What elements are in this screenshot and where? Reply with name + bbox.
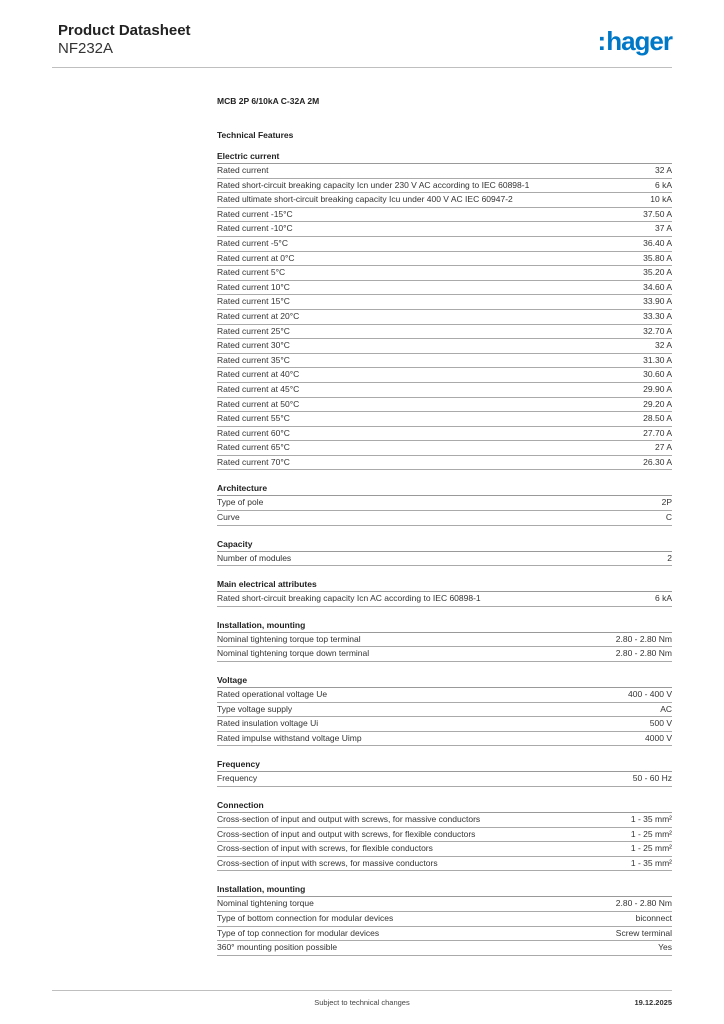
- feature-section: [217, 758, 672, 787]
- feature-label: Type of bottom connection for modular devices: [217, 912, 394, 923]
- feature-row: [217, 772, 672, 787]
- feature-section: [217, 799, 672, 871]
- feature-label: Cross-section of input and output with screws, for flexible conductors: [217, 828, 476, 839]
- footer-divider: [52, 990, 672, 991]
- footer-date: 19.12.2025: [634, 998, 672, 1007]
- feature-row: [217, 164, 672, 179]
- feature-row: [217, 398, 672, 413]
- header-divider: [52, 67, 672, 68]
- feature-row: [217, 813, 672, 828]
- feature-row: [217, 295, 672, 310]
- feature-value: 27 A: [654, 442, 672, 453]
- feature-label: Nominal tightening torque down terminal: [217, 648, 370, 659]
- hager-logo: [598, 26, 672, 56]
- feature-label: Rated current 25°C: [217, 325, 290, 336]
- feature-value: 2.80 - 2.80 Nm: [615, 633, 672, 644]
- feature-row: [217, 592, 672, 607]
- feature-value: 28.50 A: [643, 413, 672, 424]
- feature-label: Rated current 30°C: [217, 340, 290, 351]
- feature-label: Rated current 10°C: [217, 281, 290, 292]
- feature-label: Type of top connection for modular devices: [217, 927, 380, 938]
- feature-value: 2.80 - 2.80 Nm: [615, 648, 672, 659]
- feature-label: Rated short-circuit breaking capacity Icn AC according to IEC 60898-1: [217, 593, 481, 604]
- feature-section: [217, 538, 672, 567]
- feature-value: 4000 V: [645, 732, 672, 743]
- feature-row: [217, 897, 672, 912]
- feature-row: [217, 842, 672, 857]
- document-title: Product Datasheet: [58, 22, 191, 39]
- feature-value: 1 - 25 mm²: [630, 828, 672, 839]
- feature-label: Rated current at 45°C: [217, 383, 300, 394]
- feature-row: [217, 281, 672, 296]
- technical-features-title: Technical Features: [217, 130, 294, 140]
- feature-value: 37.50 A: [643, 208, 672, 219]
- feature-value: 10 kA: [650, 194, 672, 205]
- logo-mark-icon: :: [597, 26, 606, 56]
- footer-note: Subject to technical changes: [314, 998, 410, 1007]
- feature-value: biconnect: [635, 912, 672, 923]
- feature-row: [217, 193, 672, 208]
- feature-row: [217, 688, 672, 703]
- feature-row: [217, 647, 672, 662]
- feature-label: Rated ultimate short-circuit breaking capacity Icu under 400 V AC IEC 60947-2: [217, 194, 513, 205]
- feature-label: Rated short-circuit breaking capacity Icn under 230 V AC according to IEC 60898-1: [217, 179, 530, 190]
- feature-row: [217, 511, 672, 526]
- section-title: Installation, mounting: [217, 883, 672, 897]
- feature-row: [217, 266, 672, 281]
- feature-value: AC: [660, 703, 672, 714]
- feature-row: [217, 427, 672, 442]
- feature-value: 50 - 60 Hz: [632, 773, 672, 784]
- feature-row: [217, 912, 672, 927]
- feature-value: 1 - 35 mm²: [630, 857, 672, 868]
- feature-value: 33.30 A: [643, 310, 672, 321]
- section-title: Installation, mounting: [217, 619, 672, 633]
- feature-row: [217, 703, 672, 718]
- feature-value: 35.80 A: [643, 252, 672, 263]
- section-title: Main electrical attributes: [217, 578, 672, 592]
- feature-row: [217, 927, 672, 942]
- feature-label: Rated current 15°C: [217, 296, 290, 307]
- feature-sections: [217, 150, 672, 956]
- feature-label: 360° mounting position possible: [217, 942, 338, 953]
- feature-row: [217, 941, 672, 956]
- feature-row: [217, 222, 672, 237]
- feature-value: 29.90 A: [643, 383, 672, 394]
- document-header: [58, 22, 191, 58]
- feature-label: Rated current 70°C: [217, 456, 290, 467]
- feature-value: 29.20 A: [643, 398, 672, 409]
- feature-section: [217, 619, 672, 662]
- feature-value: 2: [667, 552, 672, 563]
- datasheet-content: [217, 95, 672, 968]
- feature-value: 30.60 A: [643, 369, 672, 380]
- feature-value: 2P: [661, 497, 672, 508]
- feature-row: [217, 354, 672, 369]
- feature-row: [217, 368, 672, 383]
- feature-row: [217, 456, 672, 471]
- feature-row: [217, 179, 672, 194]
- feature-label: Rated current at 50°C: [217, 398, 300, 409]
- feature-label: Frequency: [217, 773, 258, 784]
- feature-value: 1 - 35 mm²: [630, 814, 672, 824]
- feature-value: 32.70 A: [643, 325, 672, 336]
- section-title: Connection: [217, 799, 672, 813]
- feature-row: [217, 208, 672, 223]
- feature-row: [217, 383, 672, 398]
- feature-label: Rated current -15°C: [217, 208, 293, 219]
- feature-label: Rated current at 40°C: [217, 369, 300, 380]
- feature-value: 37 A: [654, 223, 672, 234]
- feature-label: Rated current 55°C: [217, 413, 290, 424]
- feature-row: [217, 857, 672, 872]
- product-name: MCB 2P 6/10kA C-32A 2M: [217, 96, 320, 106]
- feature-section: [217, 578, 672, 607]
- feature-label: Rated current 5°C: [217, 267, 286, 278]
- feature-section: [217, 883, 672, 955]
- feature-row: [217, 633, 672, 648]
- logo-text: hager: [606, 26, 672, 56]
- feature-value: 31.30 A: [643, 354, 672, 365]
- section-title: Frequency: [217, 758, 672, 772]
- feature-label: Nominal tightening torque top terminal: [217, 633, 361, 644]
- feature-label: Cross-section of input with screws, for massive conductors: [217, 857, 438, 868]
- section-title: Architecture: [217, 482, 672, 496]
- feature-section: [217, 674, 672, 746]
- feature-label: Rated current 60°C: [217, 427, 290, 438]
- feature-row: [217, 237, 672, 252]
- feature-value: 6 kA: [654, 179, 672, 190]
- feature-value: 32 A: [654, 340, 672, 351]
- feature-row: [217, 717, 672, 732]
- feature-value: Yes: [658, 942, 672, 953]
- feature-value: C: [665, 512, 672, 523]
- feature-label: Rated current -10°C: [217, 223, 293, 234]
- feature-label: Rated insulation voltage Ui: [217, 718, 319, 729]
- feature-section: [217, 482, 672, 525]
- feature-label: Nominal tightening torque: [217, 898, 314, 909]
- feature-row: [217, 252, 672, 267]
- feature-row: [217, 496, 672, 511]
- feature-label: Rated current -5°C: [217, 237, 288, 248]
- feature-label: Rated impulse withstand voltage Uimp: [217, 732, 362, 743]
- feature-section: [217, 150, 672, 470]
- feature-value: 35.20 A: [643, 267, 672, 278]
- feature-label: Rated current 65°C: [217, 442, 290, 453]
- feature-value: 33.90 A: [643, 296, 672, 307]
- feature-row: [217, 732, 672, 747]
- feature-row: [217, 310, 672, 325]
- feature-row: [217, 412, 672, 427]
- feature-row: [217, 552, 672, 567]
- product-reference: NF232A: [58, 40, 114, 57]
- feature-label: Rated current at 0°C: [217, 252, 295, 263]
- feature-value: 36.40 A: [643, 237, 672, 248]
- feature-label: Type voltage supply: [217, 703, 293, 714]
- feature-label: Curve: [217, 512, 240, 523]
- feature-row: [217, 339, 672, 354]
- section-title: Electric current: [217, 150, 672, 164]
- feature-label: Rated operational voltage Ue: [217, 689, 328, 700]
- feature-label: Rated current: [217, 165, 269, 175]
- feature-value: 400 - 400 V: [628, 689, 672, 700]
- section-title: Capacity: [217, 538, 672, 552]
- feature-value: 2.80 - 2.80 Nm: [615, 898, 672, 909]
- feature-value: 27.70 A: [643, 427, 672, 438]
- feature-value: Screw terminal: [615, 927, 672, 938]
- feature-label: Cross-section of input and output with screws, for massive conductors: [217, 814, 481, 824]
- feature-label: Rated current 35°C: [217, 354, 290, 365]
- feature-label: Rated current at 20°C: [217, 310, 300, 321]
- section-title: Voltage: [217, 674, 672, 688]
- feature-row: [217, 828, 672, 843]
- feature-label: Number of modules: [217, 552, 292, 563]
- feature-value: 1 - 25 mm²: [630, 843, 672, 854]
- feature-label: Cross-section of input with screws, for flexible conductors: [217, 843, 433, 854]
- feature-row: [217, 441, 672, 456]
- feature-value: 34.60 A: [643, 281, 672, 292]
- feature-value: 500 V: [649, 718, 672, 729]
- feature-value: 26.30 A: [643, 456, 672, 467]
- feature-value: 6 kA: [654, 593, 672, 604]
- feature-value: 32 A: [654, 165, 672, 175]
- feature-label: Type of pole: [217, 497, 264, 508]
- feature-row: [217, 325, 672, 340]
